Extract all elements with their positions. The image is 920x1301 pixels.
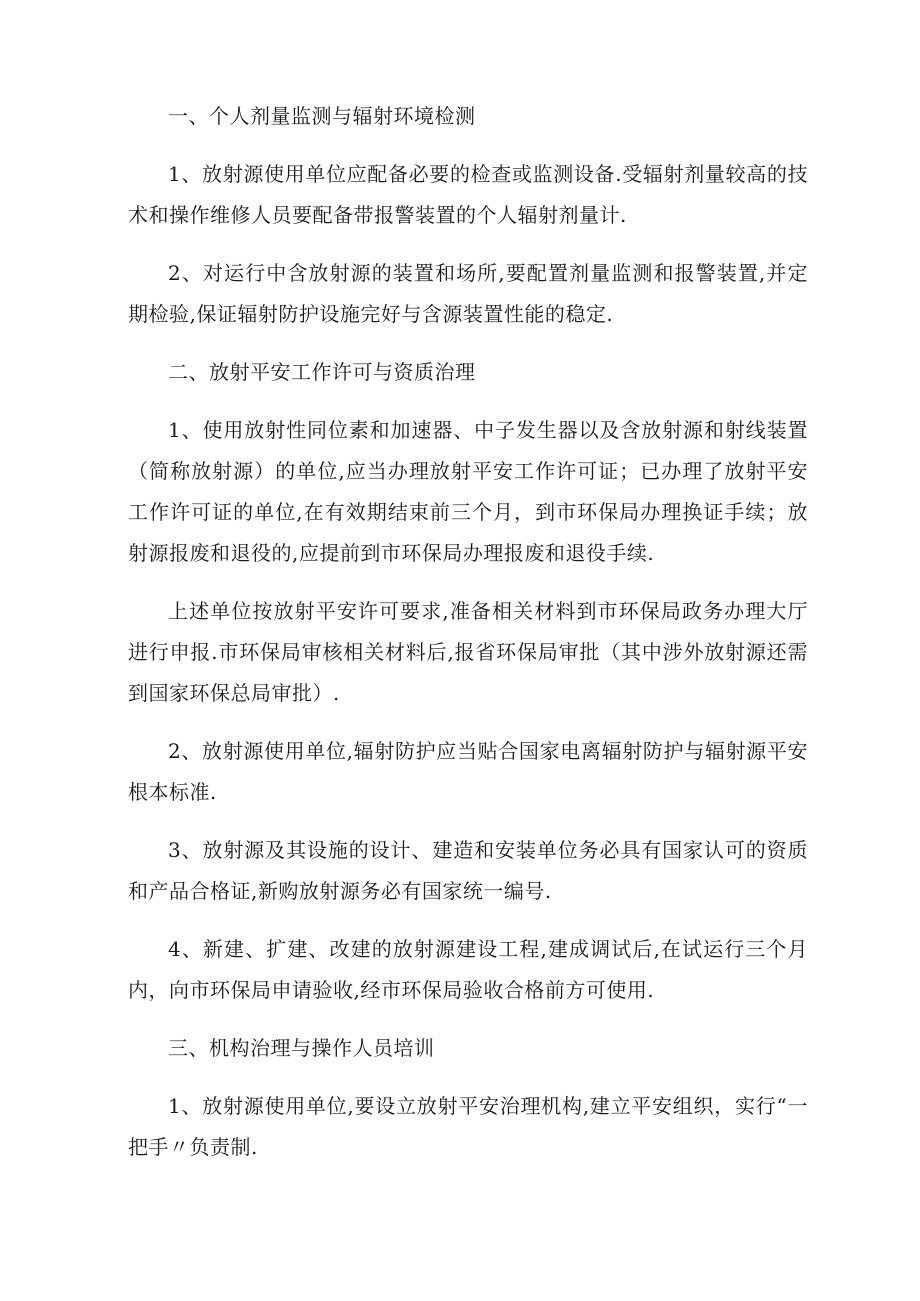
heading-section-3: 三、机构治理与操作人员培训 [168,1036,435,1060]
document-page [128,96,808,1185]
paragraph: 2、对运行中含放射源的装置和场所,要配置剂量监测和报警装置,并定期检验,保证辐射防护设施完好与含源装置性能的稳定. [128,261,808,326]
paragraph: 3、放射源及其设施的设计、建造和安装单位务必具有国家认可的资质和产品合格证,新购放射源务必有国家统一编号. [128,838,808,903]
paragraph: 4、新建、扩建、改建的放射源建设工程,建成调试后,在试运行三个月内，向市环保局申请验收,经市环保局验收合格前方可使用. [128,937,808,1002]
paragraph: 上述单位按放射平安许可要求,准备相关材料到市环保局政务办理大厅进行申报.市环保局审核相关材料后,报省环保局审批（其中涉外放射源还需到国家环保总局审批）. [128,599,808,705]
heading-section-1: 一、个人剂量监测与辐射环境检测 [168,104,476,128]
paragraph: 1、使用放射性同位素和加速器、中子发生器以及含放射源和射线装置（简称放射源）的单位,应当办理放射平安工作许可证；已办理了放射平安工作许可证的单位,在有效期结束前三个月，到市环保局办理换证手续；放射源报废和退役的,应提前到市环保局办理报废和退役手续. [128,418,808,565]
paragraph: 2、放射源使用单位,辐射防护应当贴合国家电离辐射防护与辐射源平安根本标准. [128,739,808,804]
paragraph: 1、放射源使用单位应配备必要的检查或监测设备.受辐射剂量较高的技术和操作维修人员要配备带报警装置的个人辐射剂量计. [128,162,808,227]
heading-section-2: 二、放射平安工作许可与资质治理 [168,360,476,384]
paragraph: 1、放射源使用单位,要设立放射平安治理机构,建立平安组织，实行“一把手〃负责制. [128,1094,808,1159]
